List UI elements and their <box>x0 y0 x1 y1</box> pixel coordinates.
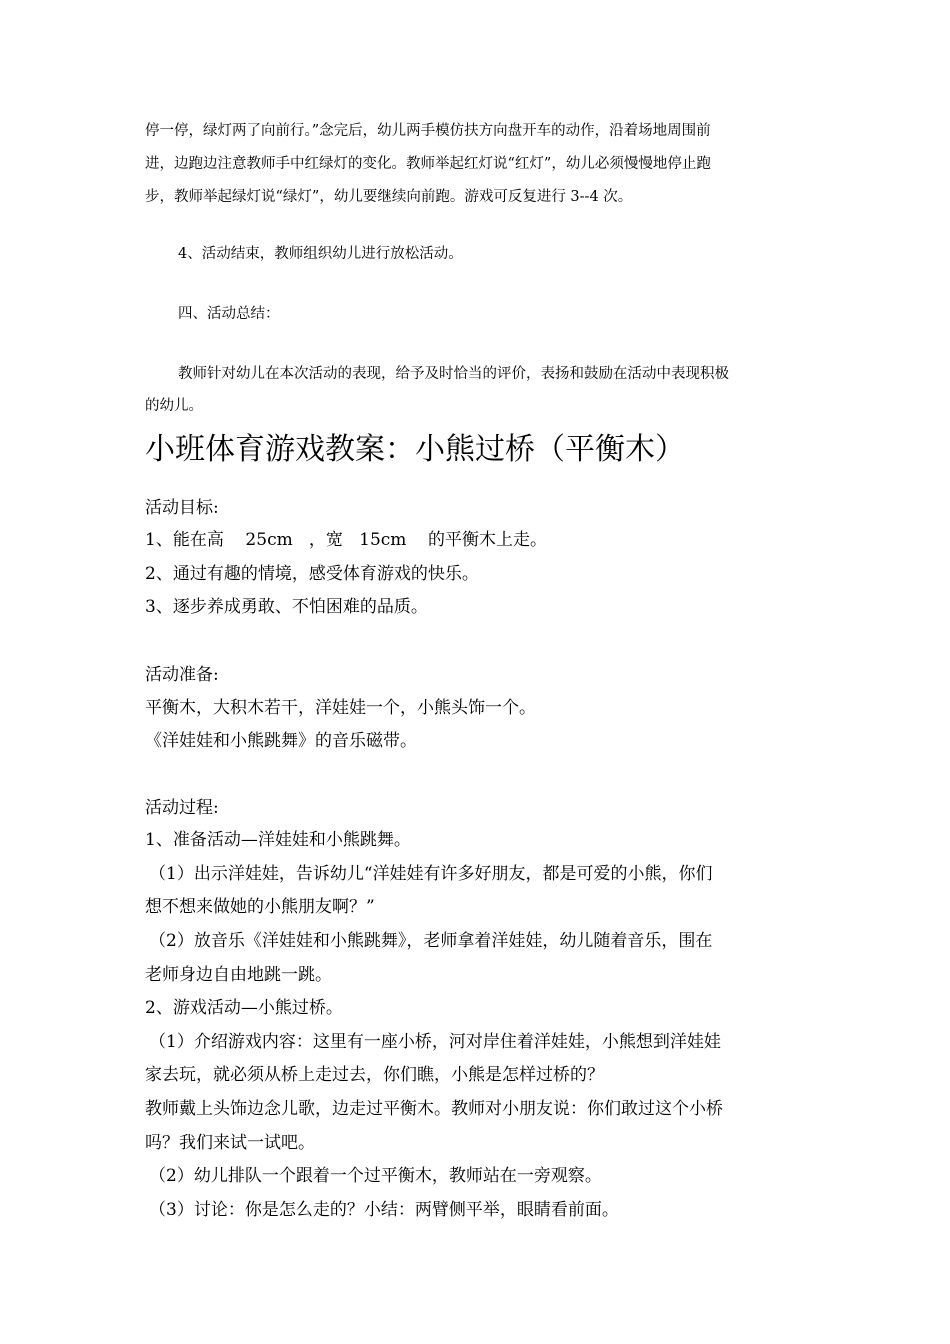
paragraph-line: 进，边跑边注意教师手中红绿灯的变化。教师举起红灯说“红灯”，幼儿必须慢慢地停止跑 <box>145 156 711 172</box>
goal-item: 1、能在高 25cm ，宽 15cm 的平衡木上走。 <box>145 530 548 550</box>
process-line: 2、游戏活动—小熊过桥。 <box>145 998 343 1018</box>
goals-heading: 活动目标: <box>145 498 219 518</box>
summary-heading: 四、活动总结： <box>178 306 280 322</box>
summary-line: 的幼儿。 <box>145 398 203 414</box>
process-line: （1）出示洋娃娃，告诉幼儿“洋娃娃有许多好朋友，都是可爱的小熊，你们 <box>149 864 713 884</box>
lesson-title: 小班体育游戏教案：小熊过桥（平衡木） <box>145 432 685 467</box>
prep-item: 《洋娃娃和小熊跳舞》的音乐磁带。 <box>145 731 417 751</box>
process-line: （3）讨论：你是怎么走的？小结：两臂侧平举，眼睛看前面。 <box>149 1200 619 1220</box>
process-line: （2）放音乐《洋娃娃和小熊跳舞》，老师拿着洋娃娃，幼儿随着音乐，围在 <box>149 931 713 951</box>
process-line: （1）介绍游戏内容：这里有一座小桥，河对岸住着洋娃娃，小熊想到洋娃娃 <box>149 1032 721 1052</box>
paragraph-line: 停一停，绿灯两了向前行。”念完后，幼儿两手模仿扶方向盘开车的动作，沿着场地周围前 <box>145 123 711 139</box>
paragraph-line: 步，教师举起绿灯说“绿灯”，幼儿要继续向前跑。游戏可反复进行 3--4 次。 <box>145 189 633 205</box>
process-line: 家去玩，就必须从桥上走过去，你们瞧，小熊是怎样过桥的？ <box>145 1065 604 1085</box>
process-heading: 活动过程: <box>145 798 219 818</box>
process-line: 想不想来做她的小熊朋友啊？” <box>145 897 375 917</box>
goal-item: 3、逐步养成勇敢、不怕困难的品质。 <box>145 597 428 617</box>
goal-item: 2、通过有趣的情境，感受体育游戏的快乐。 <box>145 564 479 584</box>
prep-heading: 活动准备: <box>145 665 219 685</box>
process-line: 老师身边自由地跳一跳。 <box>145 965 332 985</box>
prep-item: 平衡木，大积木若干，洋娃娃一个，小熊头饰一个。 <box>145 698 536 718</box>
process-line: 吗？我们来试一试吧。 <box>145 1133 315 1153</box>
summary-line: 教师针对幼儿在本次活动的表现，给予及时恰当的评价，表扬和鼓励在活动中表现积极 <box>178 366 729 382</box>
process-line: （2）幼儿排队一个跟着一个过平衡木，教师站在一旁观察。 <box>149 1166 602 1186</box>
process-line: 教师戴上头饰边念儿歌，边走过平衡木。教师对小朋友说：你们敢过这个小桥 <box>145 1099 723 1119</box>
step-4-text: 4、活动结束，教师组织幼儿进行放松活动。 <box>178 246 463 262</box>
process-line: 1、准备活动—洋娃娃和小熊跳舞。 <box>145 830 411 850</box>
